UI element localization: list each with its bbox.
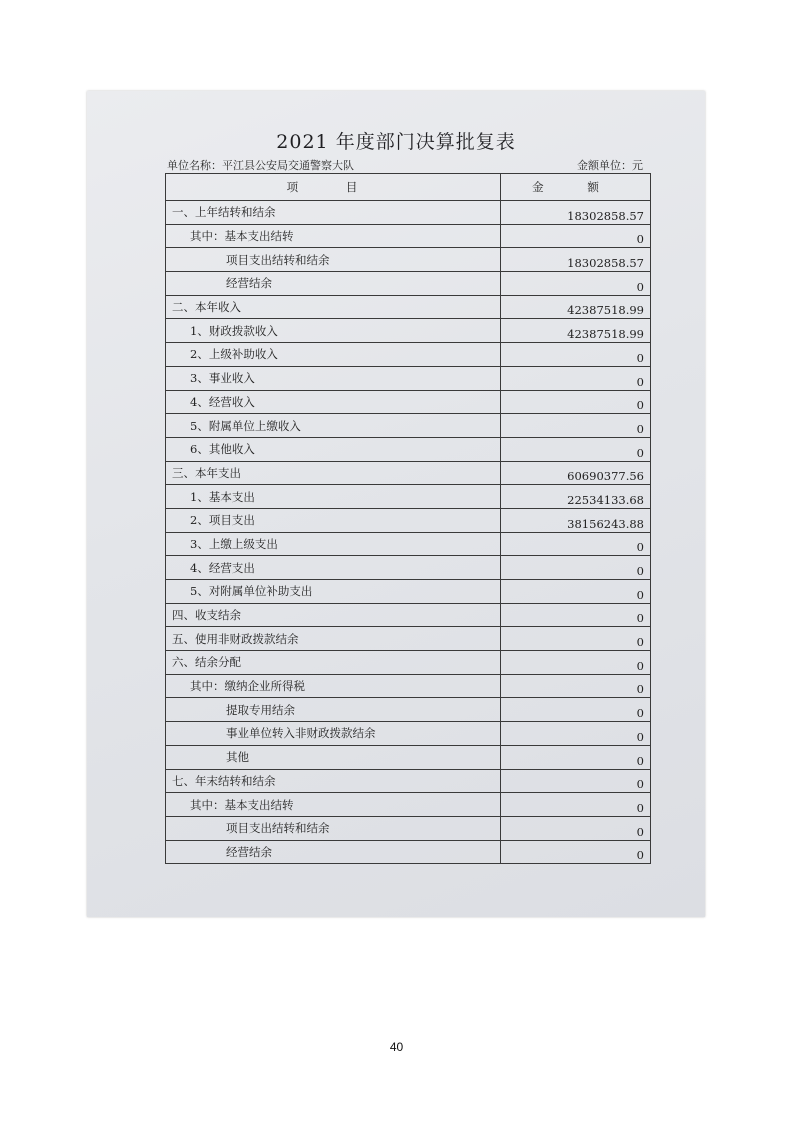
table-row (166, 533, 650, 557)
table-row (166, 556, 650, 580)
table-row (166, 367, 650, 391)
row-item: 七、年末结转和结余 (166, 770, 501, 793)
amount-unit: 金额单位：元 (577, 159, 643, 172)
table-row (166, 343, 650, 367)
row-amount: 0 (636, 421, 644, 436)
table-row (166, 722, 650, 746)
row-item: 3、上缴上级支出 (166, 533, 501, 556)
table-row (166, 817, 650, 841)
unit-name: 单位名称：平江县公安局交通警察大队 (167, 159, 354, 172)
table-row (166, 698, 650, 722)
row-amount: 0 (636, 398, 644, 413)
row-amount: 0 (636, 848, 644, 863)
budget-table (165, 173, 651, 864)
header-item: 项 目 (166, 174, 501, 200)
row-item: 项目支出结转和结余 (166, 248, 501, 271)
row-amount: 0 (636, 824, 644, 839)
row-item: 1、基本支出 (166, 485, 501, 508)
row-item: 经营结余 (166, 841, 501, 864)
row-item: 一、上年结转和结余 (166, 201, 501, 224)
row-item: 项目支出结转和结余 (166, 817, 501, 840)
table-row (166, 604, 650, 628)
row-amount: 0 (636, 445, 644, 460)
row-item: 2、项目支出 (166, 509, 501, 532)
table-row (166, 462, 650, 486)
row-amount: 0 (636, 777, 644, 792)
row-item: 四、收支结余 (166, 604, 501, 627)
row-item: 其中：基本支出结转 (166, 225, 501, 248)
row-item: 其他 (166, 746, 501, 769)
row-item: 三、本年支出 (166, 462, 501, 485)
row-amount: 0 (636, 611, 644, 626)
row-item: 2、上级补助收入 (166, 343, 501, 366)
table-row (166, 248, 650, 272)
table-row (166, 272, 650, 296)
row-amount: 0 (636, 706, 644, 721)
row-amount: 0 (636, 729, 644, 744)
row-amount: 0 (636, 635, 644, 650)
row-amount: 0 (636, 232, 644, 247)
table-row (166, 841, 650, 865)
table-row (166, 438, 650, 462)
header-amount: 金 额 (532, 179, 619, 194)
row-item: 其中：基本支出结转 (166, 793, 501, 816)
table-row (166, 509, 650, 533)
row-item: 五、使用非财政拨款结余 (166, 627, 501, 650)
table-row (166, 770, 650, 794)
row-item: 事业单位转入非财政拨款结余 (166, 722, 501, 745)
table-row (166, 414, 650, 438)
table-row (166, 201, 650, 225)
row-item: 4、经营收入 (166, 391, 501, 414)
row-amount: 38156243.88 (567, 516, 644, 531)
row-amount: 18302858.57 (567, 208, 644, 223)
row-amount: 60690377.56 (567, 469, 644, 484)
row-item: 6、其他收入 (166, 438, 501, 461)
table-row (166, 627, 650, 651)
table-row (166, 651, 650, 675)
row-amount: 0 (636, 374, 644, 389)
table-row (166, 580, 650, 604)
row-item: 1、财政拨款收入 (166, 319, 501, 342)
table-row (166, 225, 650, 249)
row-amount: 0 (636, 540, 644, 555)
row-amount: 0 (636, 587, 644, 602)
table-header-row (166, 174, 650, 201)
row-amount: 0 (636, 564, 644, 578)
table-row (166, 746, 650, 770)
document-title: 2021 年度部门决算批复表 (276, 131, 516, 153)
row-amount: 0 (636, 279, 644, 294)
row-amount: 0 (636, 350, 644, 365)
row-amount: 0 (636, 682, 644, 697)
row-item: 5、对附属单位补助支出 (166, 580, 501, 603)
row-item: 二、本年收入 (166, 296, 501, 319)
table-row (166, 319, 650, 343)
table-row (166, 296, 650, 320)
row-amount: 0 (636, 753, 644, 768)
row-amount: 18302858.57 (567, 256, 644, 271)
row-item: 5、附属单位上缴收入 (166, 414, 501, 437)
row-item: 六、结余分配 (166, 651, 501, 674)
row-amount: 0 (636, 658, 644, 673)
row-item: 提取专用结余 (166, 698, 501, 721)
table-row (166, 485, 650, 509)
row-item: 3、事业收入 (166, 367, 501, 390)
row-amount: 42387518.99 (567, 303, 644, 318)
table-row (166, 793, 650, 817)
row-amount: 42387518.99 (567, 327, 644, 342)
row-amount: 0 (636, 800, 644, 815)
row-item: 经营结余 (166, 272, 501, 295)
row-item: 其中：缴纳企业所得税 (166, 675, 501, 698)
page-number: 40 (389, 1040, 404, 1054)
document-photo (87, 91, 705, 917)
table-row (166, 391, 650, 415)
row-amount: 22534133.68 (567, 492, 644, 507)
row-item: 4、经营支出 (166, 556, 501, 579)
table-row (166, 675, 650, 699)
